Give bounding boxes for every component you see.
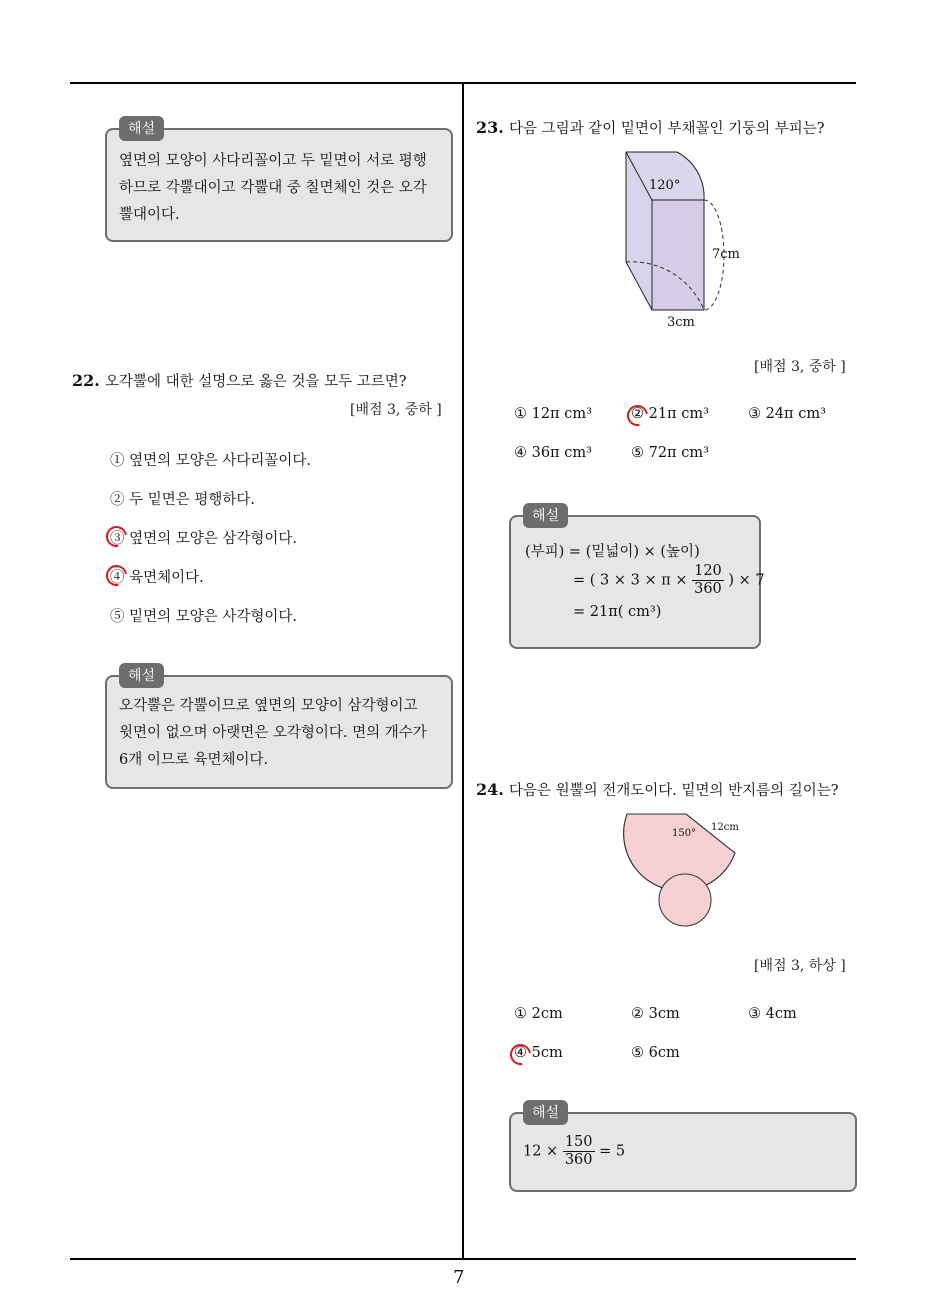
q24-choice-5[interactable]: ⑤ 6cm bbox=[631, 1045, 680, 1061]
q23-height-label: 7cm bbox=[712, 247, 740, 262]
q23-radius-label: 3cm bbox=[667, 315, 695, 330]
q23-explanation-line3: = 21π( cm³) bbox=[573, 604, 662, 620]
q24-choice-2[interactable]: ② 3cm bbox=[631, 1006, 680, 1022]
q24-angle-label: 150° bbox=[672, 828, 697, 839]
q22-choice-5[interactable]: ⑤ 밑면의 모양은 사각형이다. bbox=[110, 609, 298, 625]
q23-explanation-line1: (부피) = (밑넓이) × (높이) bbox=[525, 544, 700, 560]
q23-choice-5[interactable]: ⑤ 72π cm³ bbox=[631, 445, 709, 461]
column-divider bbox=[462, 82, 464, 1259]
q23-meta: [배점 3, 중하 ] bbox=[754, 359, 846, 375]
q22-choice-2[interactable]: ② 두 밑면은 평행하다. bbox=[110, 492, 255, 508]
q23-number: 23. bbox=[476, 118, 504, 137]
q23-choice-1[interactable]: ① 12π cm³ bbox=[514, 406, 592, 422]
q22-number: 22. bbox=[72, 371, 100, 390]
q23-text: 다음 그림과 같이 밑면이 부채꼴인 기둥의 부피는? bbox=[508, 121, 825, 137]
q24-choice-1[interactable]: ① 2cm bbox=[514, 1006, 563, 1022]
q23-explanation-line2: = ( 3 × 3 × π × $\frac{120}{360}$ ) × 7 bbox=[573, 563, 765, 597]
q24-meta: [배점 3, 하상 ] bbox=[754, 958, 846, 974]
q24-text: 다음은 원뿔의 전개도이다. 밑면의 반지름의 길이는? bbox=[508, 783, 839, 799]
q24-explanation-tag: 해설 bbox=[523, 1100, 568, 1125]
q24-net-figure bbox=[620, 808, 750, 930]
q22-meta: [배점 3, 중하 ] bbox=[350, 402, 442, 418]
q24-slant-label: 12cm bbox=[711, 822, 739, 833]
q21-explanation-box bbox=[105, 128, 453, 242]
q24-choice-3[interactable]: ③ 4cm bbox=[748, 1006, 797, 1022]
bottom-rule bbox=[70, 1258, 856, 1260]
q22-explanation-text: 오각뿔은 각뿔이므로 옆면의 모양이 삼각형이고 윗면이 없으며 아랫면은 오각형이다. 면의 개수가 6개 이므로 육면체이다. bbox=[119, 698, 427, 768]
q23-choice-2[interactable]: ② 21π cm³ bbox=[631, 406, 709, 422]
q21-explanation-tag: 해설 bbox=[119, 116, 164, 141]
q22-explanation-tag: 해설 bbox=[119, 663, 164, 688]
q22-choice-3[interactable]: ③ 옆면의 모양은 삼각형이다. bbox=[110, 531, 298, 547]
q23-explanation-box bbox=[509, 515, 765, 649]
q21-explanation-text: 옆면의 모양이 사다리꼴이고 두 밑면이 서로 평행 하므로 각뿔대이고 각뿔대 중 칠면체인 것은 오각 뿔대이다. bbox=[119, 153, 427, 223]
q23-explanation-tag: 해설 bbox=[523, 503, 568, 528]
q24-fraction: $\frac{150}{360}$ bbox=[564, 1134, 593, 1168]
q24-question bbox=[476, 779, 839, 800]
q23-prism-figure bbox=[600, 140, 760, 340]
q22-choice-1[interactable]: ① 옆면의 모양은 사다리꼴이다. bbox=[110, 453, 312, 469]
q22-text: 오각뿔에 대한 설명으로 옳은 것을 모두 고르면? bbox=[104, 374, 407, 390]
page-number: 7 bbox=[453, 1267, 465, 1288]
q23-angle-label: 120° bbox=[649, 178, 681, 193]
q22-explanation-box bbox=[105, 675, 453, 789]
q23-fraction: $\frac{120}{360}$ bbox=[694, 563, 722, 597]
q22-choice-4[interactable]: ④ 육면체이다. bbox=[110, 570, 204, 586]
q23-choice-3[interactable]: ③ 24π cm³ bbox=[748, 406, 826, 422]
q24-explanation-formula: 12 × $\frac{150}{360}$ = 5 bbox=[523, 1134, 626, 1168]
q24-number: 24. bbox=[476, 780, 504, 799]
q23-question bbox=[476, 117, 825, 138]
q22-question bbox=[72, 370, 407, 391]
q23-choice-4[interactable]: ④ 36π cm³ bbox=[514, 445, 592, 461]
q24-choice-4[interactable]: ④ 5cm bbox=[514, 1045, 563, 1061]
